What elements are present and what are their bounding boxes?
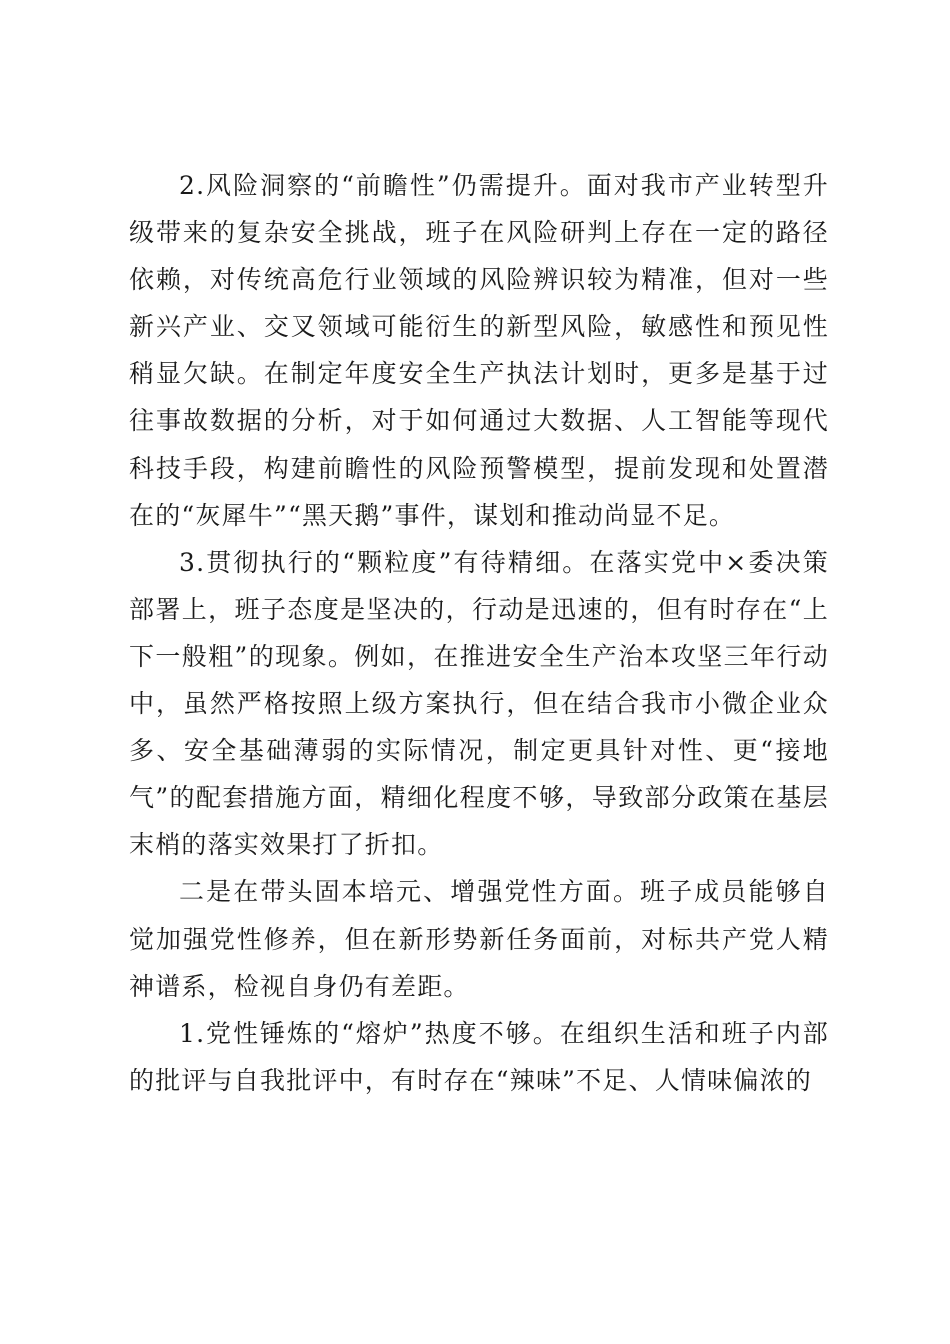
paragraph-risk-foresight: 2.风险洞察的“前瞻性”仍需提升。面对我市产业转型升级带来的复杂安全挑战，班子在风险研判上存在一定的路径依赖，对传统高危行业领域的风险辨识较为精准，但对一些新兴产业、交叉领域可能衍生的新型风险，敏感性和预见性稍显欠缺。在制定年度安全生产执法计划时，更多是基于过往事故数据的分析，对于如何通过大数据、人工智能等现代科技手段，构建前瞻性的风险预警模型，提前发现和处置潜在的“灰犀牛”“黑天鹅”事件，谋划和推动尚显不足。 [129, 171, 829, 530]
paragraph-party-spirit-section: 二是在带头固本培元、增强党性方面。班子成员能够自觉加强党性修养，但在新形势新任务面前，对标共产党人精神谱系，检视自身仍有差距。 [129, 877, 829, 1001]
paragraph-party-tempering: 1.党性锤炼的“熔炉”热度不够。在组织生活和班子内部的批评与自我批评中，有时存在“辣味”不足、人情味偏浓的 [129, 1018, 829, 1095]
paragraph-implementation-granularity: 3.贯彻执行的“颗粒度”有待精细。在落实党中×委决策部署上，班子态度是坚决的，行动是迅速的，但有时存在“上下一般粗”的现象。例如，在推进安全生产治本攻坚三年行动中，虽然严格按照上级方案执行，但在结合我市小微企业众多、安全基础薄弱的实际情况，制定更具针对性、更“接地气”的配套措施方面，精细化程度不够，导致部分政策在基层末梢的落实效果打了折扣。 [129, 547, 829, 860]
document-body [129, 162, 829, 1104]
